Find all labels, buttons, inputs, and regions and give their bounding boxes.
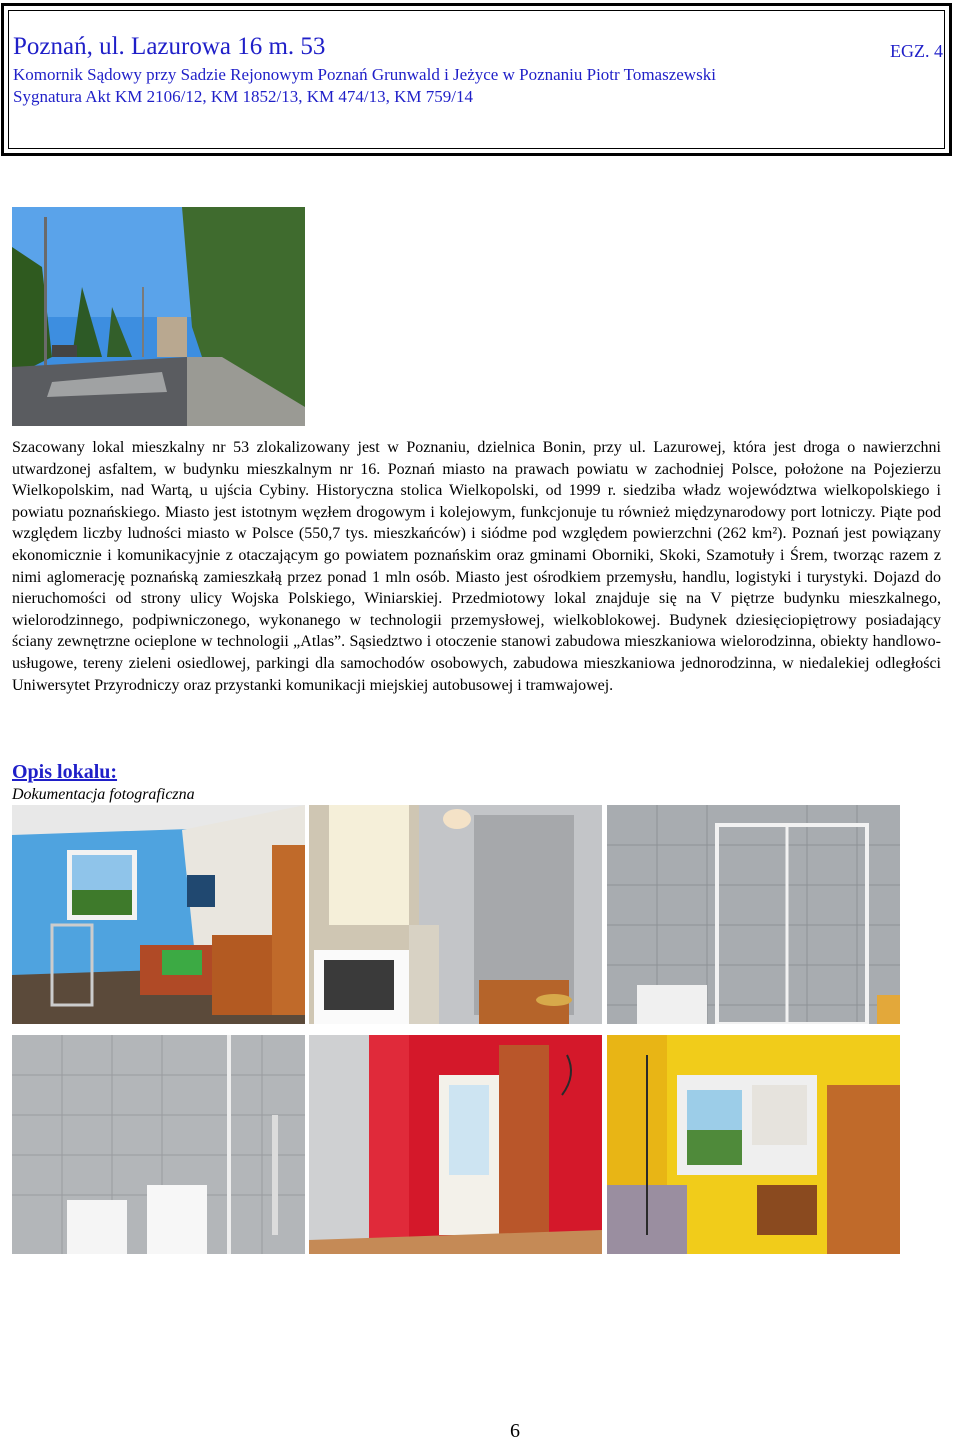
room-photo-hallway: [309, 1035, 602, 1254]
room-photo-yellow-room: [607, 1035, 900, 1254]
room-photo-kitchen: [309, 805, 602, 1024]
section-subtitle: Dokumentacja fotograficzna: [12, 786, 195, 803]
case-numbers-line: Sygnatura Akt KM 2106/12, KM 1852/13, KM 474/13, KM 759/14: [13, 87, 473, 106]
bailiff-line: Komornik Sądowy przy Sadzie Rejonowym Poznań Grunwald i Jeżyce w Poznaniu Piotr Tomaszewski: [13, 65, 716, 84]
page-number: 6: [510, 1420, 520, 1442]
header-box: [1, 3, 952, 156]
street-photo: [12, 207, 305, 426]
exhibit-label: EGZ. 4: [890, 41, 943, 61]
room-photo-blue-bedroom: [12, 805, 305, 1024]
property-description: Szacowany lokal mieszkalny nr 53 zlokalizowany jest w Poznaniu, dzielnica Bonin, przy ul. Lazurowej, która jest droga o nawierzchni utwardzonej asfaltem, w budynku mieszkalnym nr 16. Poznań miasto na prawach powiatu w zachodniej Polsce, położone na Pojezierzu Wielkopolskim, nad Wartą, u ujścia Cybiny. Historyczna stolica Wielkopolski, od 1999 r. siedziba władz województwa wielkopolskiego i powiatu poznańskiego. Miasto jest istotnym węzłem drogowym i kolejowym, funkcjonuje tu również międzynarodowy port lotniczy. Piąte pod względem liczby ludności miasto w Polsce (550,7 tys. mieszkańców) i siódme pod względem powierzchni (262 km²). Poznań jest powiązany ekonomicznie i komunikacyjnie z otaczającym go powiatem poznańskim oraz gminami Oborniki, Skoki, Szamotuły i Śrem, tworząc razem z nimi aglomerację poznańską zamieszkałą przez ponad 1 mln osób. Miasto jest ośrodkiem przemysłu, handlu, logistyki i turystyki. Dojazd do nieruchomości od strony ulicy Wojska Polskiego, Winiarskiej. Przedmiotowy lokal znajduje się na V piętrze budynku mieszkalnego, wielorodzinnego, podpiwniczonego, wykonanego w technologii przemysłowej, wielkoblokowej. Budynek dziesięciopiętrowy posiadający ściany zewnętrzne ocieplone w technologii „Atlas”. Sąsiedztwo i otoczenie stanowi zabudowa mieszkaniowa wielorodzinna, obiekty handlowo- usługowe, tereny zieleni osiedlowej, parkingi dla samochodów osobowych, zabudowa mieszkaniowa jednorodzinna, w niedalekiej odległości Uniwersytet Przyrodniczy oraz przystanki komunikacji miejskiej autobusowej i tramwajowej.: [12, 439, 941, 694]
document-title: Poznań, ul. Lazurowa 16 m. 53: [13, 33, 326, 60]
section-title: Opis lokalu:: [12, 761, 118, 783]
room-photo-shower: [607, 805, 900, 1024]
room-photo-bathroom: [12, 1035, 305, 1254]
